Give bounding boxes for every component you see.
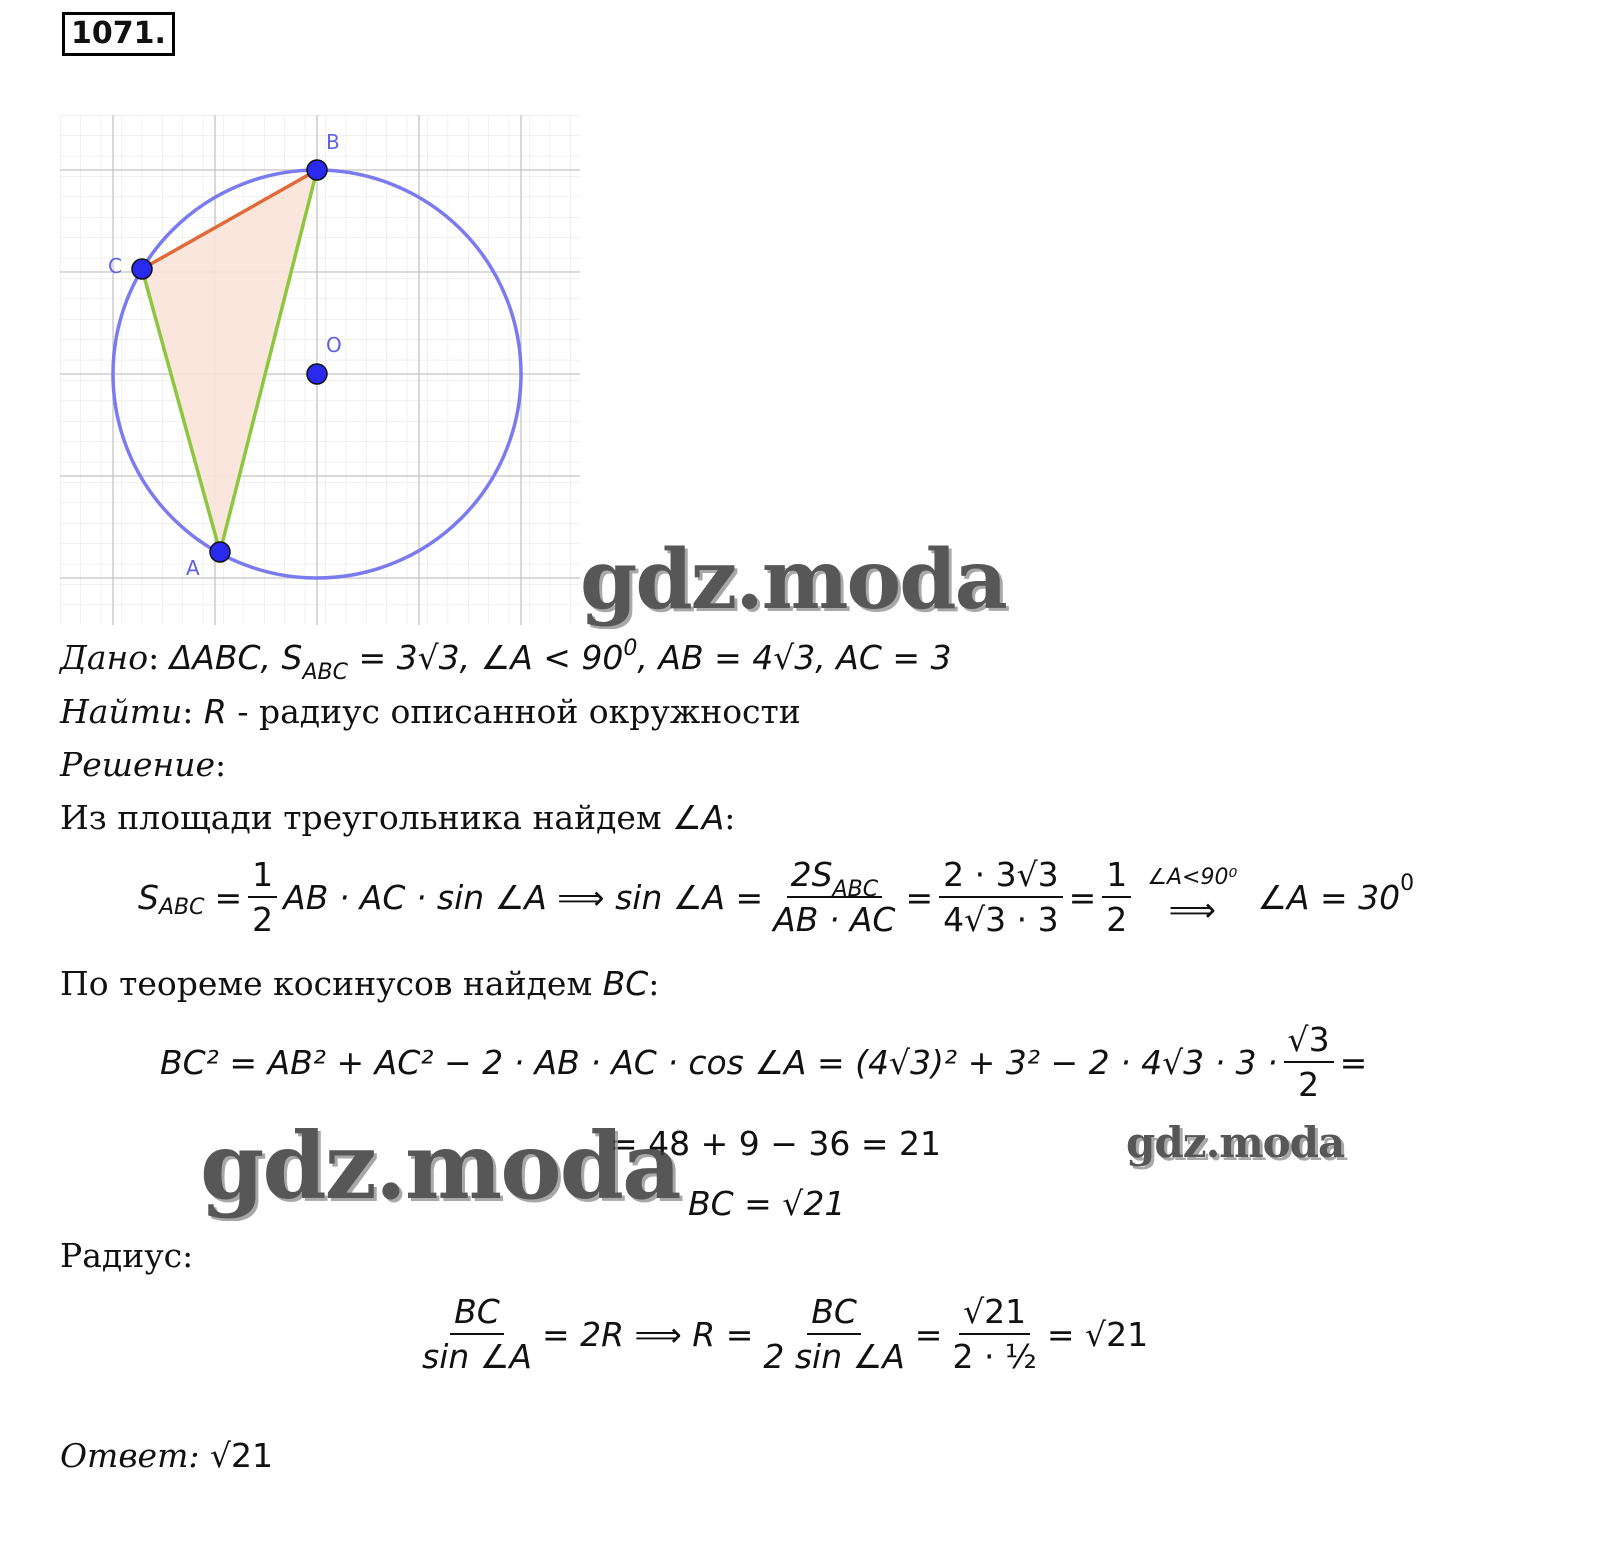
given-rest: = 3√3, ∠A < 90 xyxy=(358,638,624,677)
step3-text: Радиус: xyxy=(60,1236,194,1275)
given-text: ΔABC, S xyxy=(169,638,303,677)
eq1-frac1: $\frac{1}{2}$ xyxy=(248,855,277,939)
eq1-result-sup: 0 xyxy=(1400,870,1415,896)
eq3-frac1: $\frac{BC}{\sin \angle A}$ xyxy=(422,1292,532,1376)
label-o: O xyxy=(326,333,342,357)
eq1-frac4: $\frac{1}{2}$ xyxy=(1102,855,1131,939)
eq1-lhs: S xyxy=(138,877,159,917)
step1-colon: : xyxy=(724,798,736,837)
eq2-line3-text: BC = √21 xyxy=(688,1184,846,1223)
step2-text: По теореме косинусов найдем xyxy=(60,964,603,1003)
watermark-2: gdz.moda xyxy=(200,1112,680,1220)
equation-angle: S ABC = $\frac{1}{2}$ AB · AC · sin ∠A ⟹ sin ∠A = $\frac{2S_{ABC}}{AB \cdot AC}$ = $\frac{2 \cdot 3√3}{4√3 \cdot 3}$ = $\frac{1}{2}$ ∠A<90⁰ ⟹ ∠A = 30 0 xyxy=(138,855,1415,939)
step3-line xyxy=(60,1236,193,1275)
eq2-tail: = xyxy=(1339,1042,1368,1082)
eq1-frac3: $\frac{2 \cdot 3√3}{4√3 \cdot 3}$ xyxy=(939,855,1062,939)
eq2-frac: $\frac{√3}{2}$ xyxy=(1284,1020,1334,1104)
solution-label: Решение xyxy=(60,745,216,784)
eq3-result: = √21 xyxy=(1046,1314,1149,1354)
eq2-line2-text: = 48 + 9 − 36 = 21 xyxy=(610,1124,941,1163)
watermark-3: gdz.moda xyxy=(1126,1118,1345,1167)
label-a: A xyxy=(186,556,200,580)
given-sub: ABC xyxy=(302,660,348,685)
step1-line xyxy=(60,798,735,837)
step2-math: BC xyxy=(602,964,649,1003)
triangle-figure xyxy=(60,115,580,625)
equation-radius: $\frac{BC}{\sin \angle A}$ = 2R ⟹ R = $\frac{BC}{2 \sin \angle A}$ = $\frac{√21}{\text{2 · ½}}$ = √21 xyxy=(412,1292,1148,1376)
point-c xyxy=(132,259,152,279)
find-text: - радиус описанной окружности xyxy=(237,692,801,731)
find-line: Найти: R - радиус описанной окружности xyxy=(60,692,801,731)
answer-line xyxy=(60,1436,273,1475)
eq3-frac3: $\frac{√21}{\text{2 · ½}}$ xyxy=(952,1292,1037,1376)
eq1-implies xyxy=(1147,865,1237,929)
point-o xyxy=(307,364,327,384)
step1-text: Из площади треугольника найдем xyxy=(60,798,673,837)
given-label: Дано xyxy=(60,638,149,677)
equation-cosine xyxy=(160,1020,1367,1104)
point-b xyxy=(307,160,327,180)
label-c: C xyxy=(108,254,122,278)
given-line: Дано: ΔABC, $S_{ABC} = 3√3$, ∠A < $90^0$, AB = 4√3, AC = 3 xyxy=(60,636,952,685)
point-a xyxy=(210,542,230,562)
eq1-result: ∠A = 30 xyxy=(1257,877,1401,917)
step2-colon: : xyxy=(648,964,660,1003)
eq1-frac2: $\frac{2S_{ABC}}{AB \cdot AC}$ xyxy=(773,855,896,939)
given-sup: 0 xyxy=(623,636,638,661)
label-b: B xyxy=(326,130,340,154)
step2-line xyxy=(60,964,659,1003)
step1-math: ∠A xyxy=(672,798,725,837)
eq1-lhs-sub: ABC xyxy=(158,894,205,920)
eq1-cond: ∠A<90⁰ xyxy=(1147,865,1238,890)
watermark-1: gdz.moda xyxy=(580,532,1006,628)
solution-line: Решение: xyxy=(60,745,227,784)
eq1-mid: AB · AC · sin ∠A ⟹ sin ∠A = xyxy=(283,877,764,917)
eq3-frac2: $\frac{BC}{2 \sin \angle A}$ xyxy=(763,1292,905,1376)
given-tail: , AB = 4√3, AC = 3 xyxy=(637,638,952,677)
answer-value: √21 xyxy=(210,1436,274,1475)
eq1-arrow: ⟹ xyxy=(1168,890,1216,929)
find-label: Найти xyxy=(60,692,183,731)
eq2-lhs: BC² = AB² + AC² − 2 · AB · AC · cos ∠A = (4√3)² + 3² − 2 · 4√3 · 3 · xyxy=(160,1042,1278,1082)
eq2-line3 xyxy=(688,1184,845,1223)
eq3-mid: = 2R ⟹ R = xyxy=(541,1314,754,1354)
answer-label: Ответ: xyxy=(60,1436,200,1475)
find-var: R xyxy=(203,692,227,731)
problem-number: 1071. xyxy=(62,12,175,56)
